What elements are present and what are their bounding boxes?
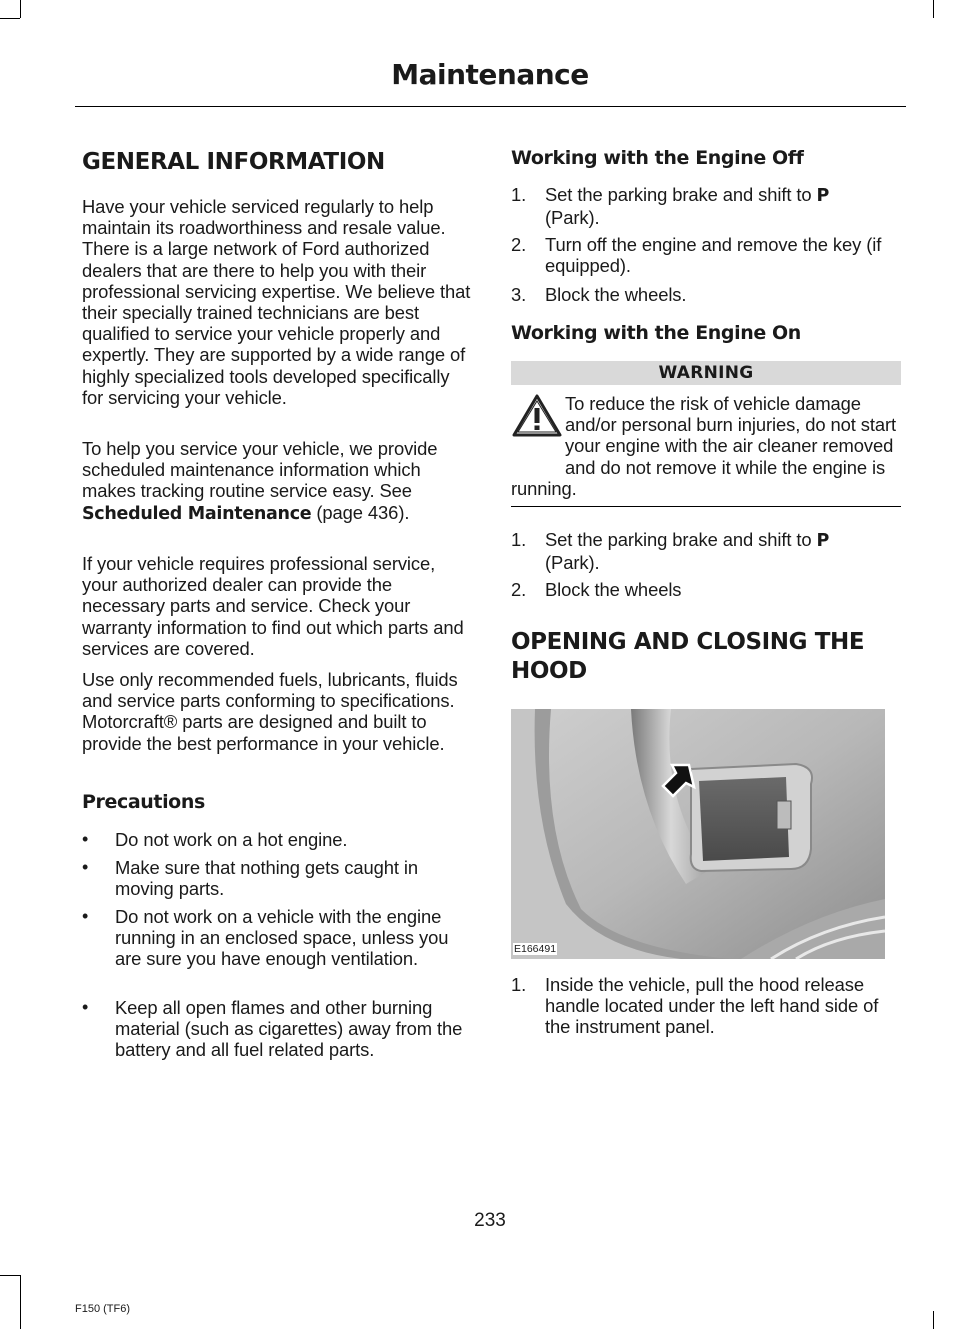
- paragraph-text: To help you service your vehicle, we provide scheduled maintenance information which makes tracking routine service easy. See: [82, 438, 438, 502]
- crop-mark: [20, 1275, 21, 1329]
- step-number: 1.: [511, 184, 527, 205]
- step-item: [511, 529, 901, 573]
- image-code: E166491: [514, 943, 557, 955]
- step-text: Set the parking brake and shift to: [545, 184, 817, 205]
- crop-mark: [0, 18, 20, 19]
- title-divider: [75, 106, 906, 107]
- list-item-text: Do not work on a vehicle with the engine running in an enclosed space, unless you are sure you have enough ventilation.: [115, 906, 449, 970]
- step-item: [511, 579, 901, 600]
- hood-release-illustration: [511, 709, 885, 959]
- general-info-paragraph-1: Have your vehicle serviced regularly to help maintain its roadworthiness and resale value. There is a large network of Ford authorized dealers that are there to help you with their professional servicing expertise. We believe that their specially trained technicians are best qualified to service your vehicle properly and expertly. They are supported by a wide range of highly specialized tools developed specifically for servicing your vehicle.: [82, 196, 471, 408]
- list-item: [82, 829, 472, 850]
- step-number: 1.: [511, 529, 527, 550]
- bullet: •: [82, 906, 89, 926]
- page-title: Maintenance: [391, 58, 589, 91]
- step-number: 1.: [511, 974, 527, 995]
- list-item-text: Make sure that nothing gets caught in moving parts.: [115, 857, 419, 900]
- step-text: Turn off the engine and remove the key (if equipped).: [545, 234, 882, 277]
- step-number: 3.: [511, 284, 527, 305]
- engine-on-heading: Working with the Engine On: [511, 322, 801, 344]
- list-item: [82, 857, 472, 899]
- warning-box: [511, 393, 901, 503]
- list-item: [82, 906, 472, 970]
- step-item: [511, 974, 901, 1038]
- step-text: Set the parking brake and shift to: [545, 529, 817, 550]
- crop-mark: [20, 0, 21, 18]
- step-item: [511, 184, 901, 228]
- step-item: [511, 284, 901, 305]
- page-reference: (page 436).: [311, 501, 410, 523]
- gear-p: P: [816, 531, 830, 551]
- step-tail: (Park).: [545, 552, 600, 574]
- general-info-paragraph-3: If your vehicle requires professional service, your authorized dealer can provide the necessary parts and service. Check your warranty information to find out which parts and services are covered.: [82, 553, 464, 659]
- bullet: •: [82, 829, 89, 849]
- gear-p: P: [816, 186, 830, 206]
- warning-message: To reduce the risk of vehicle damage and/or personal burn injuries, do not start your engine with the air cleaner removed and do not remove it while the engine is running.: [511, 393, 897, 499]
- step-text: Block the wheels.: [545, 284, 687, 305]
- warning-text: [511, 393, 901, 499]
- step-text: Block the wheels: [545, 579, 682, 600]
- general-info-paragraph-4: Use only recommended fuels, lubricants, fluids and service parts conforming to specifications. Motorcraft® parts are designed and built to provide the best performance in your vehicle.: [82, 669, 458, 754]
- crop-mark: [0, 1275, 20, 1276]
- step-number: 2.: [511, 579, 527, 600]
- hood-heading: OPENING AND CLOSING THE HOOD: [511, 629, 865, 684]
- bullet: •: [82, 997, 89, 1017]
- list-item: [82, 997, 472, 1061]
- list-item-text: Keep all open flames and other burning material (such as cigarettes) away from the battery and all fuel related parts.: [115, 997, 463, 1061]
- footer-code: F150 (TF6): [75, 1303, 131, 1315]
- warning-divider: [511, 506, 901, 507]
- hood-release-image: [511, 709, 885, 959]
- page-number: 233: [474, 1210, 506, 1231]
- crop-mark: [933, 0, 934, 18]
- step-text: Inside the vehicle, pull the hood release handle located under the left hand side of the instrument panel.: [545, 974, 879, 1038]
- step-item: [511, 234, 901, 276]
- engine-off-heading: Working with the Engine Off: [511, 147, 804, 169]
- list-item-text: Do not work on a hot engine.: [115, 829, 348, 850]
- crop-mark: [933, 1311, 934, 1329]
- step-number: 2.: [511, 234, 527, 255]
- scheduled-maintenance-link[interactable]: Scheduled Maintenance: [82, 503, 312, 524]
- step-tail: (Park).: [545, 207, 600, 229]
- general-information-heading: GENERAL INFORMATION: [82, 149, 385, 175]
- warning-header: WARNING: [511, 361, 901, 385]
- precautions-heading: Precautions: [82, 791, 205, 813]
- general-info-paragraph-2: [82, 438, 472, 525]
- bullet: •: [82, 857, 89, 877]
